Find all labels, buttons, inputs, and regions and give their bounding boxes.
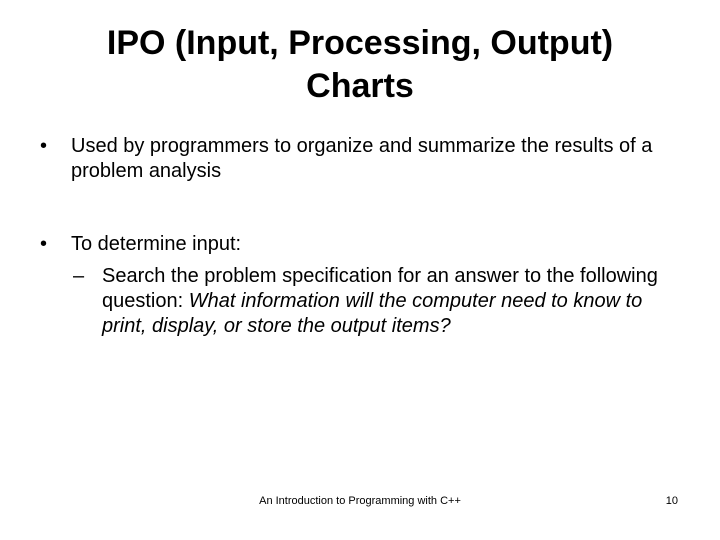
bullet-text-2: To determine input:	[71, 233, 242, 255]
slide-title	[40, 22, 680, 108]
page-number: 10	[665, 495, 678, 507]
sub-bullet-question: What information will the computer need to know to print, display, or store the output items?	[102, 290, 643, 337]
sub-bullet-plain: Search the problem specification for an answer to the following question:	[102, 265, 658, 312]
sub-bullet-dash: –	[73, 265, 85, 287]
bullet-text-1: Used by programmers to organize and summarize the results of a problem analysis	[71, 135, 653, 182]
bullet-dot: •	[40, 135, 48, 157]
sub-bullet-text	[102, 264, 682, 339]
title-line-1: IPO (Input, Processing, Output)	[106, 24, 614, 62]
footer-text: An Introduction to Programming with C++	[259, 495, 461, 507]
bullet-dot: •	[40, 233, 48, 255]
title-line-2: Charts	[306, 67, 414, 105]
